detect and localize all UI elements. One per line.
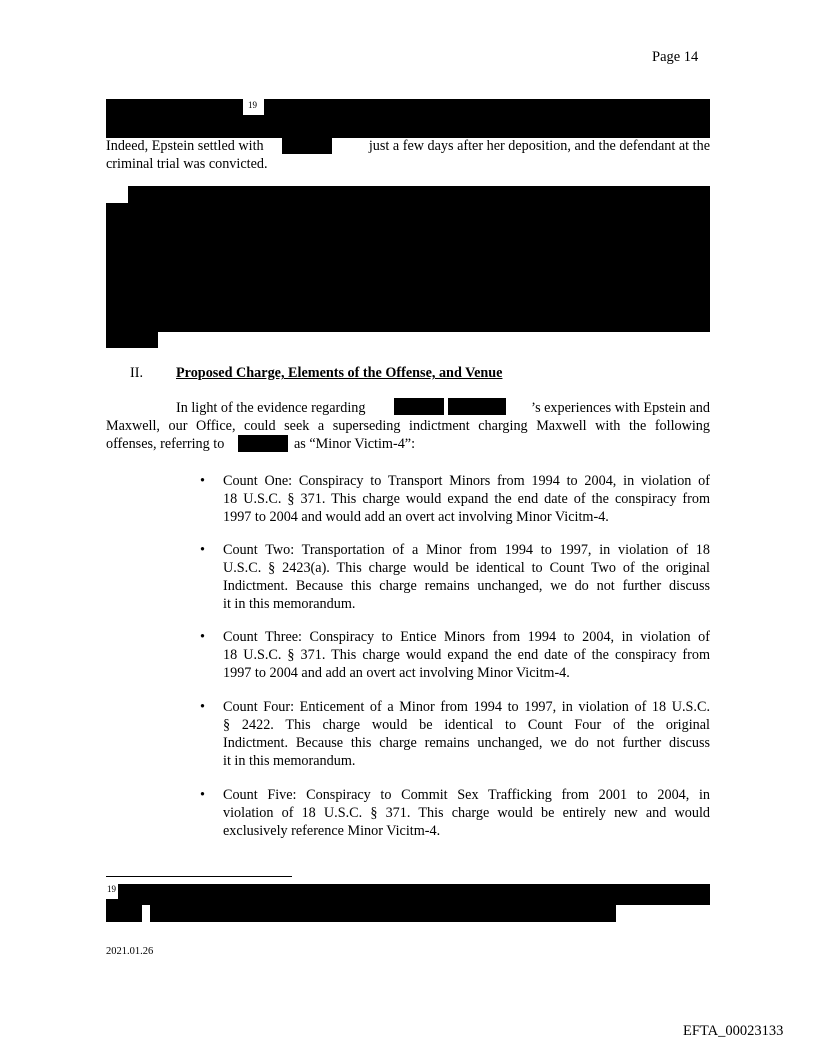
count-line: 18 U.S.C. § 371. This charge would expand the end date of the conspiracy from [223,491,710,507]
bullet-icon: • [200,542,205,558]
count-line: it in this memorandum. [223,753,356,769]
count-line: § 2422. This charge would be identical to Count Four of the original [223,717,710,733]
count-line: Count Four: Enticement of a Minor from 1994 to 1997, in violation of 18 U.S.C. [223,699,710,715]
redaction-name [282,138,332,154]
redaction-block [128,186,710,332]
body-text: just a few days after her deposition, and the defendant at the [368,138,710,154]
redaction-name [448,398,506,415]
footnote-ref-box [243,99,264,115]
body-text: ’s experiences with Epstein and [531,400,710,416]
redaction-name [238,435,288,452]
body-text: as “Minor Victim-4”: [294,436,416,452]
body-text: criminal trial was convicted. [106,156,268,172]
count-line: 1997 to 2004 and would add an overt act involving Minor Vicitm-4. [223,509,609,525]
count-line: Count Two: Transportation of a Minor from 1994 to 1997, in violation of 18 [223,542,710,558]
bates-number: EFTA_00023133 [683,1023,784,1039]
footnote-ref: 19 [248,100,257,110]
count-line: 18 U.S.C. § 371. This charge would expand the end date of the conspiracy from [223,647,710,663]
count-line: Indictment. Because this charge remains unchanged, we do not further discuss [223,735,710,751]
footnote-separator [106,876,292,877]
footnote-number: 19 [107,884,116,894]
bullet-icon: • [200,629,205,645]
count-line: Count Three: Conspiracy to Entice Minors from 1994 to 2004, in violation of [223,629,710,645]
redaction-block [106,330,158,348]
redaction-block [106,203,136,332]
count-line: 1997 to 2004 and add an overt act involving Minor Vicitm-4. [223,665,570,681]
count-line: exclusively reference Minor Vicitm-4. [223,823,441,839]
bullet-icon: • [200,473,205,489]
redaction-name [394,398,444,415]
count-line: it in this memorandum. [223,596,356,612]
page-number: Page 14 [652,49,699,65]
document-date: 2021.01.26 [106,946,154,957]
count-line: violation of 18 U.S.C. § 371. This charge would be entirely new and would [223,805,710,821]
body-text: offenses, referring to [106,436,225,452]
redaction-block [106,899,142,922]
section-number: II. [130,365,143,381]
count-line: Count One: Conspiracy to Transport Minors from 1994 to 2004, in violation of [223,473,710,489]
section-heading: Proposed Charge, Elements of the Offense, and Venue [176,365,503,381]
bullet-icon: • [200,787,205,803]
bullet-icon: • [200,699,205,715]
body-text: Maxwell, our Office, could seek a superseding indictment charging Maxwell with the following [106,418,710,434]
redaction-block [106,99,710,138]
count-line: U.S.C. § 2423(a). This charge would be identical to Count Two of the original [223,560,710,576]
count-line: Count Five: Conspiracy to Commit Sex Trafficking from 2001 to 2004, in [223,787,710,803]
redaction-block [150,899,616,922]
body-text: In light of the evidence regarding [176,400,366,416]
count-line: Indictment. Because this charge remains unchanged, we do not further discuss [223,578,710,594]
body-text: Indeed, Epstein settled with [106,138,264,154]
